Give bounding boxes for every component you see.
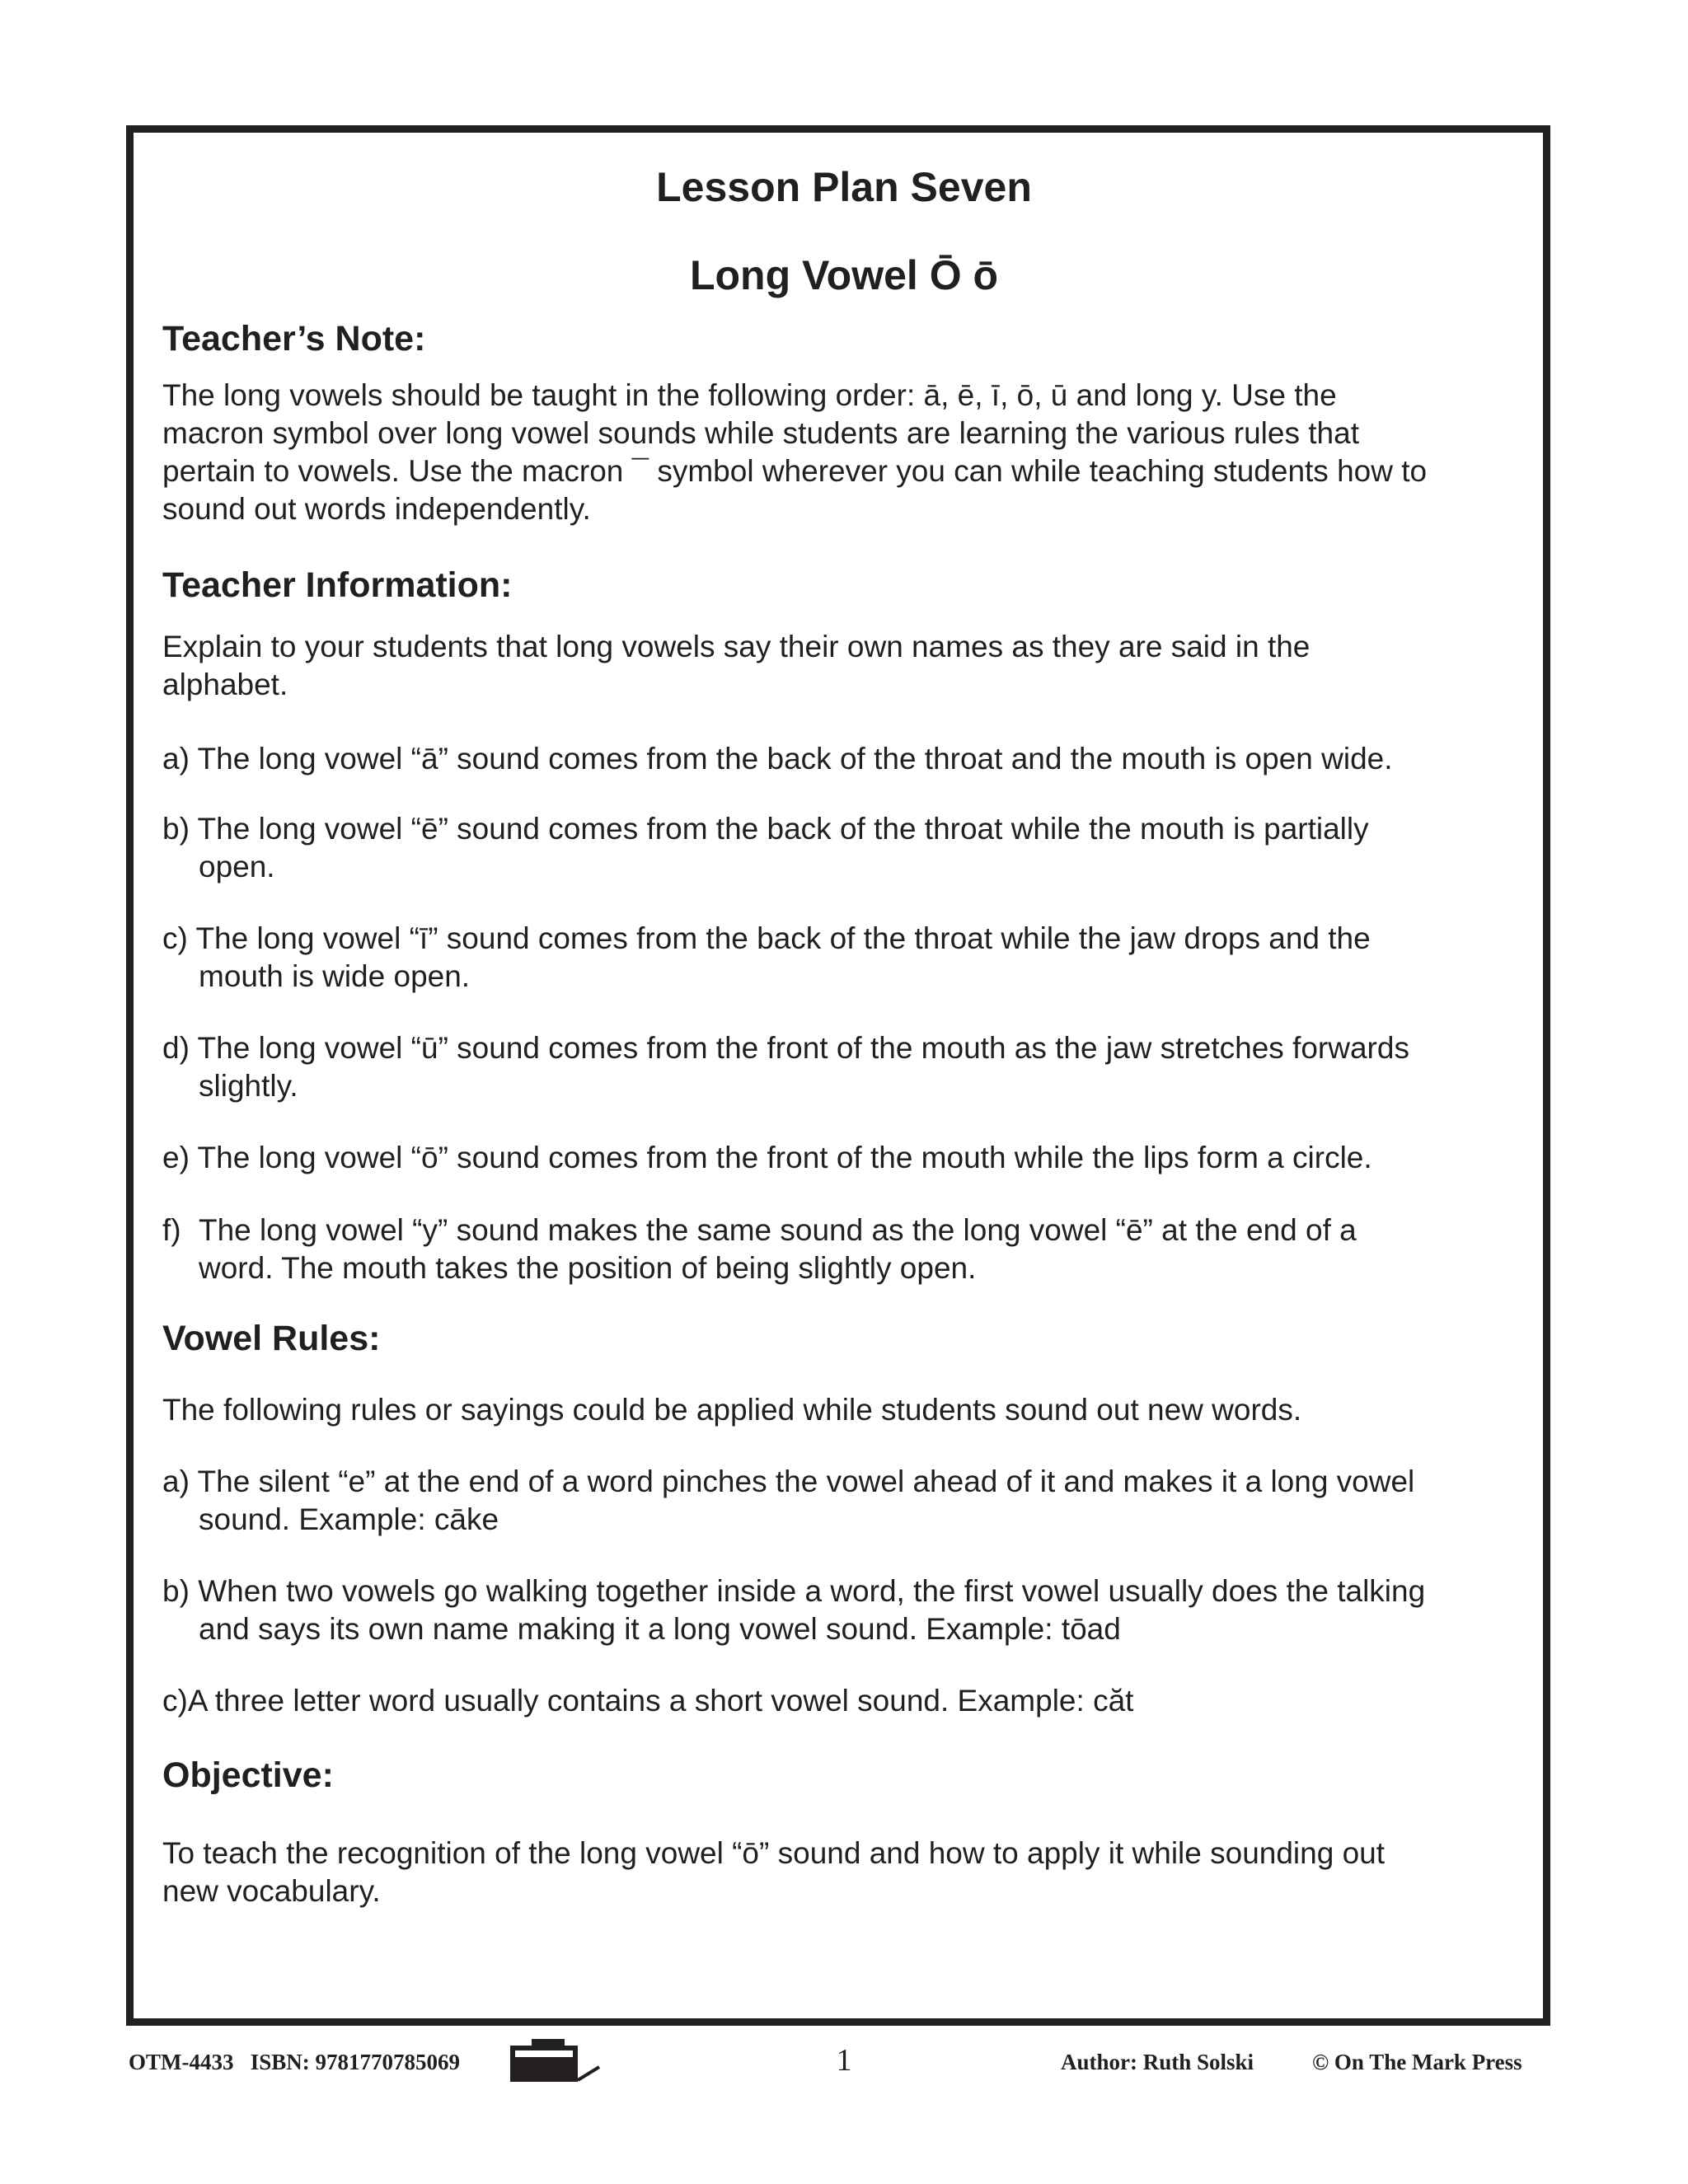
teachers-note-line: sound out words independently. xyxy=(162,492,591,526)
item-text-continued: word. The mouth takes the position of being slightly open. xyxy=(199,1251,977,1285)
teachers-note-heading: Teacher’s Note: xyxy=(162,319,426,359)
teacher-information-heading: Teacher Information: xyxy=(162,565,513,605)
objective-heading: Objective: xyxy=(162,1755,334,1795)
item-label: c) xyxy=(162,921,188,955)
item-label: f) xyxy=(162,1213,181,1247)
teacher-information-intro-line: alphabet. xyxy=(162,668,288,701)
item-label: b) xyxy=(162,812,190,846)
item-text-continued: sound. Example: cāke xyxy=(199,1502,499,1536)
vowel-rules-heading: Vowel Rules: xyxy=(162,1319,381,1358)
item-label: c) xyxy=(162,1684,188,1718)
teachers-note-line: pertain to vowels. Use the macron ¯ symbol wherever you can while teaching students how to xyxy=(162,454,1428,488)
teachers-note-line: macron symbol over long vowel sounds while students are learning the various rules that xyxy=(162,416,1359,450)
item-text: A three letter word usually contains a short vowel sound. Example: căt xyxy=(187,1684,1134,1718)
item-text: The long vowel “ē” sound comes from the back of the throat while the mouth is partially xyxy=(197,812,1369,846)
item-text-continued: slightly. xyxy=(199,1069,298,1103)
teachers-note-text xyxy=(162,377,1427,528)
teacher-information-item-f xyxy=(162,1212,1357,1287)
objective-text xyxy=(162,1835,1385,1910)
item-text: The silent “e” at the end of a word pinches the vowel ahead of it and makes it a long vowel xyxy=(197,1465,1415,1498)
item-label: a) xyxy=(162,1465,190,1498)
isbn: ISBN: 9781770785069 xyxy=(250,2050,461,2074)
teacher-information-intro-line: Explain to your students that long vowels say their own names as they are said in the xyxy=(162,630,1311,663)
item-text: The long vowel “y” sound makes the same sound as the long vowel “ē” at the end of a xyxy=(199,1213,1357,1247)
vowel-rules-item-a xyxy=(162,1463,1414,1539)
page-subtitle: Long Vowel Ō ō xyxy=(689,252,999,298)
author: Author: Ruth Solski xyxy=(1061,2050,1254,2074)
vowel-rules-item-b xyxy=(162,1572,1425,1648)
item-text: The long vowel “ū” sound comes from the front of the mouth as the jaw stretches forwards xyxy=(197,1031,1409,1065)
objective-line: new vocabulary. xyxy=(162,1874,381,1908)
item-label: a) xyxy=(162,742,190,776)
item-label: e) xyxy=(162,1141,190,1174)
teacher-information-item-c xyxy=(162,920,1371,996)
teacher-information-intro xyxy=(162,628,1310,704)
product-code: OTM-4433 xyxy=(129,2050,234,2074)
teacher-information-item-a xyxy=(162,740,1393,778)
teachers-note-line: The long vowels should be taught in the following order: ā, ē, ī, ō, ū and long y. Use the xyxy=(162,378,1337,412)
item-text-continued: and says its own name making it a long vowel sound. Example: tōad xyxy=(199,1612,1121,1646)
item-text: The long vowel “ā” sound comes from the back of the throat and the mouth is open wide. xyxy=(197,742,1393,776)
item-text: The long vowel “ō” sound comes from the front of the mouth while the lips form a circle. xyxy=(197,1141,1372,1174)
item-text: The long vowel “ī” sound comes from the back of the throat while the jaw drops and the xyxy=(195,921,1371,955)
teacher-information-item-e xyxy=(162,1139,1372,1177)
vowel-rules-item-c xyxy=(162,1682,1133,1720)
vowel-rules-intro: The following rules or sayings could be applied while students sound out new words. xyxy=(162,1393,1302,1427)
teacher-information-item-b xyxy=(162,810,1369,886)
item-label: d) xyxy=(162,1031,190,1065)
objective-line: To teach the recognition of the long vowel “ō” sound and how to apply it while sounding out xyxy=(162,1836,1386,1870)
teacher-information-item-d xyxy=(162,1029,1409,1105)
item-text-continued: mouth is wide open. xyxy=(199,959,471,993)
copyright: © On The Mark Press xyxy=(1312,2050,1522,2074)
page-number: 1 xyxy=(836,2043,852,2078)
item-label: b) xyxy=(162,1574,190,1608)
item-text: When two vowels go walking together inside a word, the first vowel usually does the talking xyxy=(198,1574,1426,1608)
item-text-continued: open. xyxy=(199,850,275,883)
page-title: Lesson Plan Seven xyxy=(656,164,1032,210)
